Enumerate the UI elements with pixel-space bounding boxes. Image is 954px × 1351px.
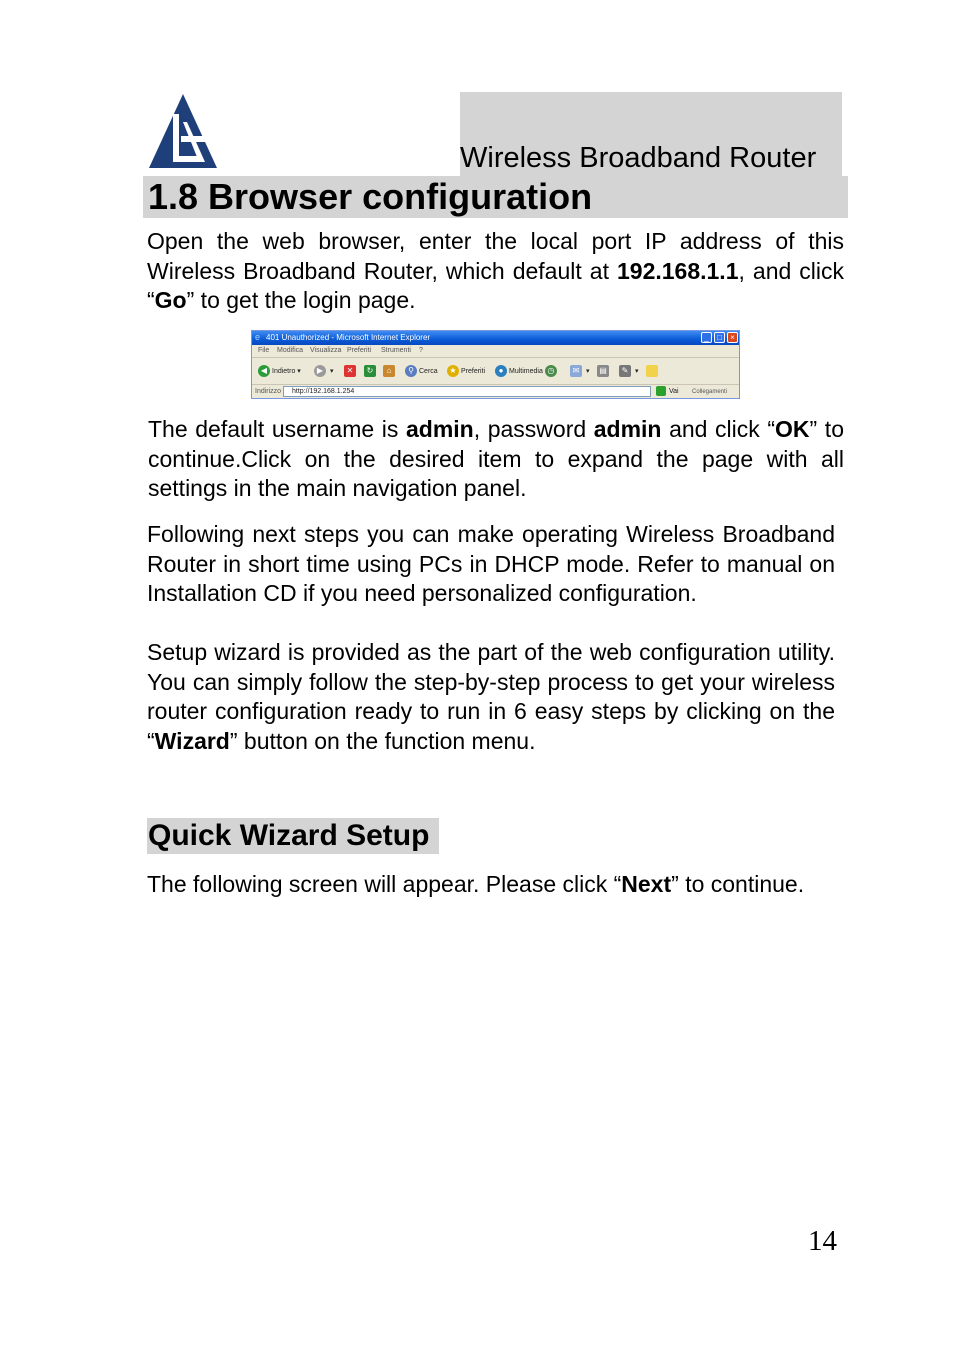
next-text: The following screen will appear. Please click “ — [147, 871, 622, 897]
wizard-keyword: Wizard — [154, 728, 230, 755]
intro-text: , and click “ — [147, 257, 845, 314]
edit-button[interactable]: ✎ ▾ — [619, 365, 638, 379]
browser-menu-bar — [252, 345, 739, 358]
refresh-icon: ↻ — [364, 365, 376, 377]
history-icon: ◷ — [545, 365, 557, 377]
intro-paragraph — [147, 227, 844, 316]
links-label[interactable]: Collegamenti — [692, 389, 728, 395]
media-label: Multimedia — [509, 368, 543, 375]
go-arrow-icon — [656, 386, 666, 396]
menu-item-strumenti[interactable]: Strumenti — [381, 347, 411, 354]
header-title: Wireless Broadband Router — [460, 142, 817, 174]
menu-item-modifica[interactable]: Modifica — [277, 347, 304, 354]
back-arrow-icon: ◀ — [258, 365, 270, 377]
ok-keyword: OK — [775, 416, 810, 442]
go-keyword: Go — [154, 287, 187, 314]
go-label: Vai — [669, 388, 679, 395]
notes-button[interactable] — [646, 365, 660, 379]
menu-item-help[interactable]: ? — [419, 347, 423, 354]
login-paragraph — [148, 415, 844, 504]
page-number: 14 — [808, 1225, 837, 1257]
next-keyword: Next — [621, 871, 672, 897]
media-button[interactable] — [495, 365, 543, 379]
minimize-icon[interactable]: _ — [701, 332, 712, 343]
wizard-paragraph — [147, 638, 835, 757]
back-label: Indietro — [272, 368, 296, 375]
subsection-title: Quick Wizard Setup — [148, 819, 430, 852]
logo-graphic — [147, 92, 219, 170]
home-button[interactable] — [383, 365, 397, 379]
browser-window-title: 401 Unauthorized - Microsoft Internet Explorer — [266, 333, 431, 342]
atlantis-logo — [147, 92, 219, 170]
forward-button[interactable]: ▶ ▾ — [314, 365, 333, 379]
edit-icon: ✎ — [619, 365, 631, 377]
mail-icon: ✉ — [570, 365, 582, 377]
search-button[interactable] — [405, 365, 438, 379]
browser-title-bar — [252, 331, 739, 345]
search-label: Cerca — [419, 368, 438, 375]
print-button[interactable] — [597, 365, 611, 379]
default-ip-address: 192.168.1.1 — [616, 257, 739, 284]
menu-item-preferiti[interactable]: Preferiti — [347, 347, 372, 354]
stop-button[interactable] — [344, 365, 358, 379]
media-icon: ● — [495, 365, 507, 377]
stop-icon: ✕ — [344, 365, 356, 377]
login-text: ” to continue.Click on the desired item to expand the page with all settings in the main navigation panel. — [148, 416, 844, 502]
default-username: admin — [405, 416, 474, 442]
default-password: admin — [593, 416, 662, 442]
favorites-label: Preferiti — [461, 368, 486, 375]
wizard-text: ” button on the function menu. — [229, 728, 536, 755]
address-label: Indirizzo — [255, 388, 282, 395]
steps-paragraph: Following next steps you can make operating Wireless Broadband Router in short time using PCs in DHCP mode. Refer to manual on Installation CD if you need personalized configuration. — [147, 521, 835, 607]
search-icon: ⚲ — [405, 365, 417, 377]
intro-text: Open the web browser, enter the local port IP address of this Wireless Broadband Router, which default at — [147, 228, 844, 284]
refresh-button[interactable] — [364, 365, 378, 379]
login-text: and click “ — [661, 416, 776, 442]
home-icon: ⌂ — [383, 365, 395, 377]
browser-window-screenshot — [251, 330, 740, 399]
address-input[interactable]: http://192.168.1.254 — [283, 386, 651, 397]
favorites-button[interactable] — [447, 365, 485, 379]
go-button[interactable] — [656, 386, 679, 398]
star-icon: ★ — [447, 365, 459, 377]
browser-address-bar — [252, 385, 739, 399]
history-button[interactable] — [545, 365, 559, 379]
next-text: ” to continue. — [671, 871, 805, 897]
intro-text: ” to get the login page. — [186, 287, 416, 314]
next-paragraph — [147, 870, 844, 900]
back-button[interactable]: ◀ Indietro ▾ — [258, 365, 301, 379]
section-title: 1.8 Browser configuration — [148, 176, 593, 217]
close-icon[interactable]: × — [727, 332, 738, 343]
menu-item-file[interactable]: File — [258, 347, 270, 354]
print-icon: ▤ — [597, 365, 609, 377]
wizard-text: Setup wizard is provided as the part of the web configuration utility. You can simply follow the step-by-step process to get your wireless router configuration ready to run in 6 easy steps by clicking on the “ — [147, 639, 835, 755]
browser-toolbar — [252, 358, 739, 385]
login-text: The default username is — [148, 416, 406, 442]
menu-item-visualizza[interactable]: Visualizza — [310, 347, 342, 354]
login-text: , password — [473, 416, 594, 442]
notes-icon — [646, 365, 658, 377]
ie-icon: e — [255, 332, 261, 342]
forward-arrow-icon: ▶ — [314, 365, 326, 377]
mail-button[interactable]: ✉ ▾ — [570, 365, 589, 379]
maximize-icon[interactable]: □ — [714, 332, 725, 343]
